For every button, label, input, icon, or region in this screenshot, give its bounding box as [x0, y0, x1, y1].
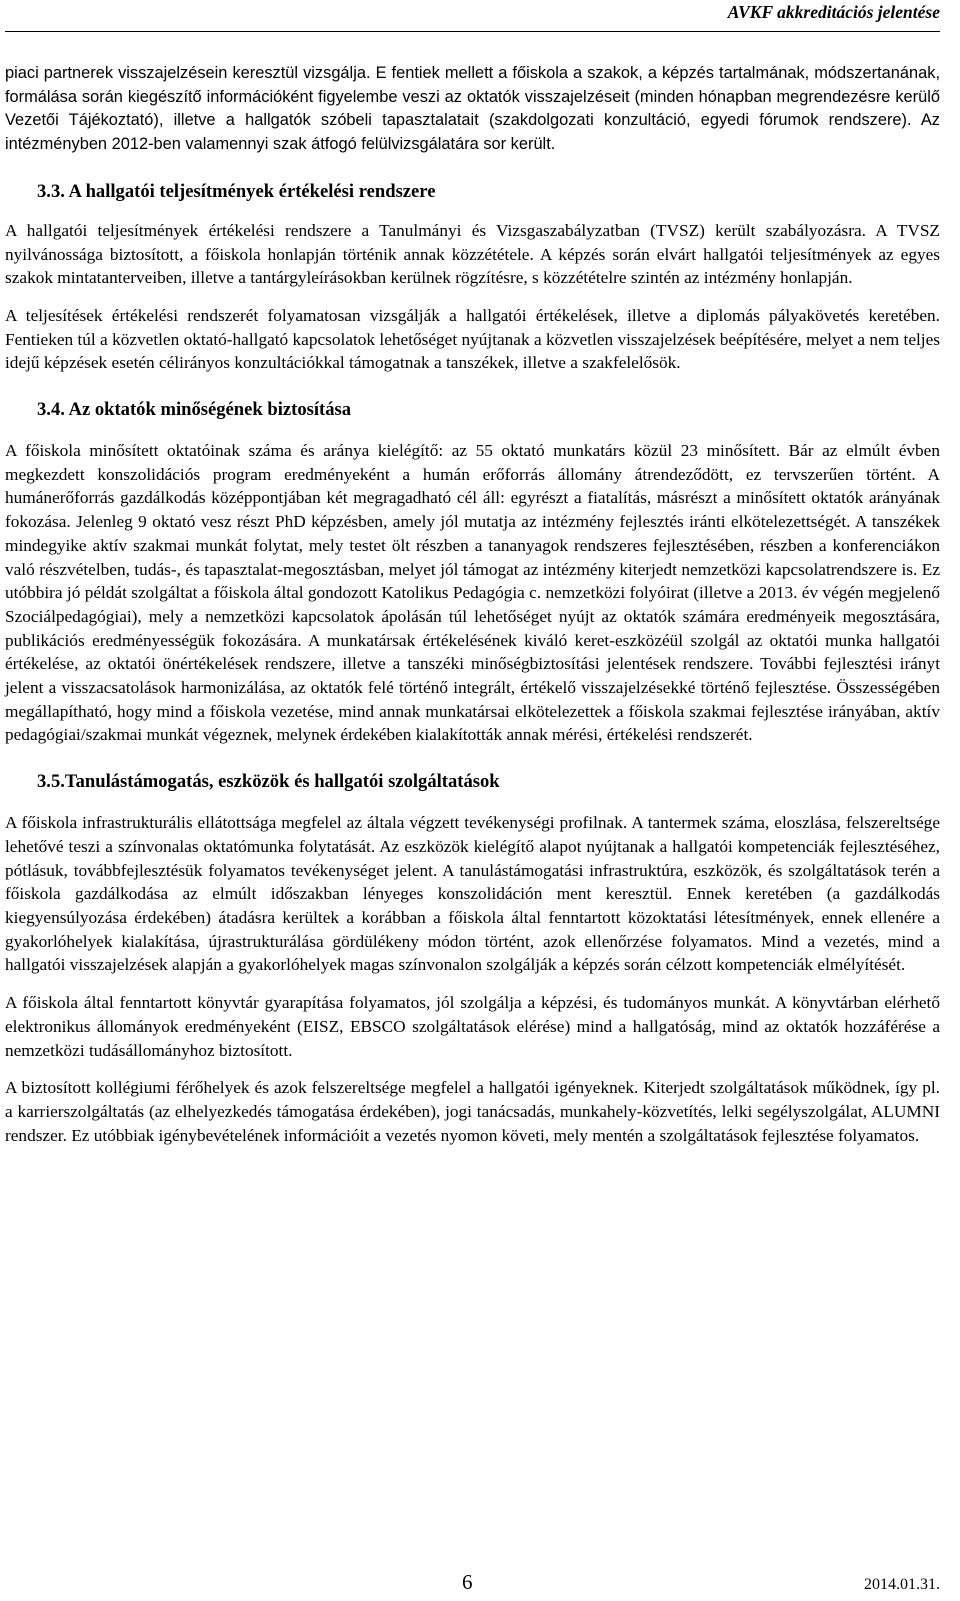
section-title: Tanulástámogatás, eszközök és hallgatói szolgáltatások — [64, 771, 500, 793]
section-3-4-paragraph-1: A főiskola minősített oktatóinak száma és aránya kielégítő: az 55 oktató munkatárs közül 23 minősített. Bár az elmúlt évben megkezdett konszolidációs program eredményeként a humán erőforrás állomány átrendeződött, ez tervszerűen történt. A humánerőforrás gazdálkodás középpontjában két megragadható cél áll: egyrészt a fiatalítás, másrészt a minősített oktatók arányának fokozása. Jelenleg 9 oktató vesz részt PhD képzésben, amely jól mutatja az intézmény fejlesztés iránti elkötelezettségét. A tanszékek mindegyike aktív szakmai munkát folytat, mely testet ölt részben a tananyagok rendszeres fejlesztésében, részben a konferenciákon való részvételben, tudás-, és tapasztalat-megosztásban, melyet jól támogat az intézmény kiterjedt nemzetközi kapcsolatrendszere is. Ez utóbbira jó példát szolgáltat a főiskola által gondozott Katolikus Pedagógia c. nemzetközi folyóirat (illetve a 2013. év végén megjelenő Szociálpedagógiai), mely a nemzetközi kapcsolatok ápolásán túl lehetőséget nyújt az oktatók számára eredményeik megosztására, publikációs eredményességük fokozására. A munkatársak értékelésének kiváló keret-eszközéül szolgál az oktatói munka hallgatói értékelése, az oktatói önértékelések rendszere, illetve a tanszéki minőségbiztosítási jelentések rendszere. További fejlesztési irányt jelent a visszacsatolások harmonizálása, az oktatók felé történő integrált, értékelő visszajelzésekké történő fejlesztése. Összességében megállapítható, hogy mind a főiskola vezetése, mind annak munkatársai elkötelezettek a főiskola szakmai fejlesztése irányában, aktív pedagógiai/szakmai munkát végeznek, melynek érdekében kialakították annak mérési, értékelési rendszerét. — [5, 441, 940, 745]
running-header — [0, 0, 940, 28]
document-date: 2014.01.31. — [864, 1576, 940, 1593]
section-number: 3.3. — [37, 180, 65, 202]
section-3-5-heading — [5, 769, 940, 795]
section-number: 3.5. — [37, 771, 65, 793]
intro-paragraph: piaci partnerek visszajelzésein keresztül vizsgálja. E fentiek mellett a főiskola a szakok, a képzés tartalmának, módszertanának, formálása során kiegészítő információként figyelembe veszi az oktatók visszajelzéseit (minden hónapban megrendezésre kerülő Vezetői Tájékoztató), illetve a hallgatók szóbeli tapasztalatait (szakdolgozati konzultáció, egyedi fórumok rendszere). Az intézményben 2012-ben valamennyi szak átfogó felülvizsgálatára sor került. — [5, 64, 940, 154]
section-title: A hallgatói teljesítmények értékelési rendszere — [68, 180, 436, 202]
document-body — [5, 62, 940, 1147]
page-number: 6 — [462, 1570, 473, 1594]
section-3-5-paragraph-2: A főiskola által fenntartott könyvtár gyarapítása folyamatos, jól szolgálja a képzési, és tudományos munkát. A könyvtárban elérhető elektronikus állományok eredményeként (EISZ, EBSCO szolgáltatások elérése) mind a hallgatóság, mind az oktatók hozzáférése a nemzetközi tudásállományhoz biztosított. — [5, 993, 940, 1060]
header-divider — [5, 31, 940, 32]
section-3-5-paragraph-3: A biztosított kollégiumi férőhelyek és azok felszereltsége megfelel a hallgatói igényeknek. Kiterjedt szolgáltatások működnek, így pl. a karrierszolgáltatás (az elhelyezkedés támogatása érdekében), jogi tanácsadás, munkahely-közvetítés, lelki segélyszolgálat, ALUMNI rendszer. Ez utóbbiak igénybevételének információit a vezetés nyomon követi, mely mentén a szolgáltatások fejlesztése folyamatos. — [5, 1078, 940, 1145]
section-3-3-paragraph-2: A teljesítések értékelési rendszerét folyamatosan vizsgálják a hallgatói értékelések, illetve a diplomás pályakövetés keretében. Fentieken túl a közvetlen oktató-hallgató kapcsolatok lehetőséget nyújtanak a közvetlen visszajelzések beépítésére, melyet a nem teljes idejű képzések esetén célirányos konzultációkkal támogatnak a tanszékek, illetve a szakfelelősök. — [5, 305, 940, 373]
section-number: 3.4. — [37, 399, 65, 421]
document-title: AVKF akkreditációs jelentése — [727, 2, 940, 22]
section-3-4-heading — [5, 397, 940, 423]
section-3-5-paragraph-1: A főiskola infrastrukturális ellátottsága megfelel az általa végzett tevékenységi profilnak. A tantermek száma, eloszlása, felszereltsége lehetővé teszi a színvonalas oktatómunka folytatását. Az eszközök kielégítő alapot nyújtanak a hallgatói kompetenciák fejlesztéséhez, pótlásuk, továbbfejlesztésük folyamatos tevékenységet jelent. A tanulástámogatási infrastruktúra, eszközök, és szolgáltatások terén a főiskola gazdálkodása az elmúlt időszakban lényeges konszolidáción ment keresztül. Ennek keretében (a gazdálkodás kiegyensúlyozása érdekében) átadásra kerültek a korábban a főiskola által fenntartott közoktatási létesítmények, ennek ellenére a gyakorlóhelyek kialakítása, újrastrukturálása gördülékeny módon történt, azok ellenőrzése folyamatos. Mind a vezetés, mind a hallgatói visszajelzések alapján a gyakorlóhelyek magas színvonalon szolgálják a képzés során célzott kompetenciák elmélyítését. — [5, 813, 940, 975]
section-3-3-heading — [5, 179, 940, 205]
section-title: Az oktatók minőségének biztosítása — [68, 399, 352, 421]
section-3-3-paragraph-1: A hallgatói teljesítmények értékelési rendszere a Tanulmányi és Vizsgaszabályzatban (TVSZ) került szabályozásra. A TVSZ nyilvánossága biztosított, a főiskola honlapján történik annak közzététele. A képzés során elvárt hallgatói teljesítmények az egyes szakok mintatanterveiben, illetve a tantárgyleírásokban kerülnek rögzítésre, s közzétételre szintén az intézmény honlapján. — [5, 220, 940, 288]
